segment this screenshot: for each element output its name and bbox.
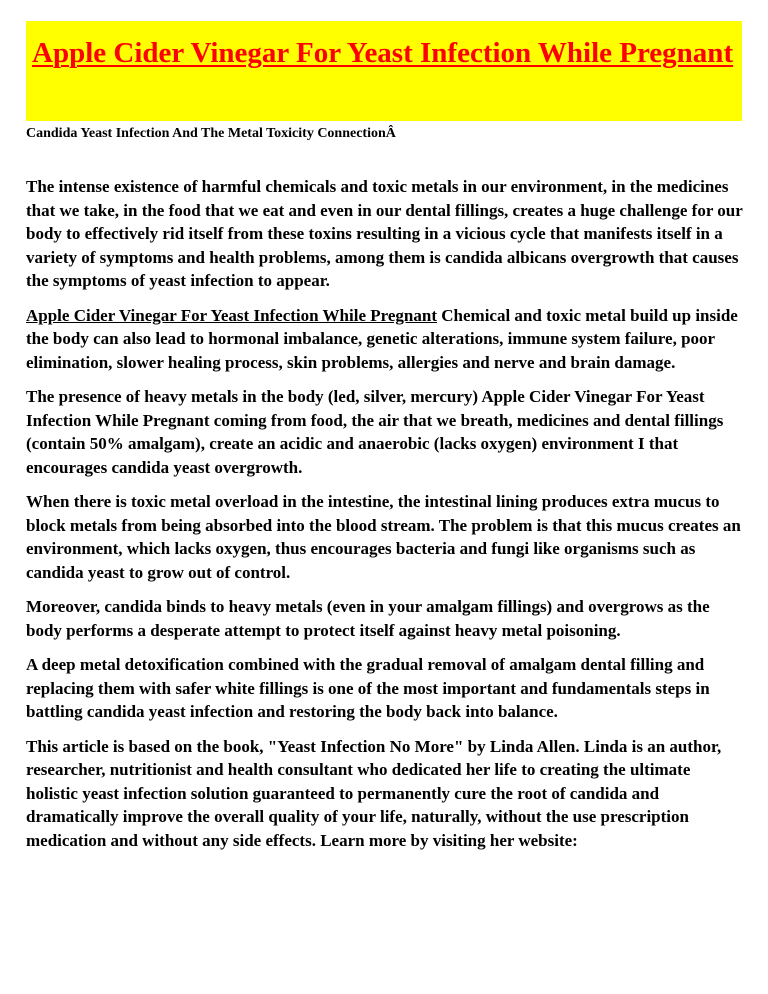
paragraph-6: A deep metal detoxification combined with the gradual removal of amalgam dental filling and replacing them with safer white fillings is one of the most important and fundamentals steps in battling candida yeast infection and restoring the body back into balance. <box>26 655 710 721</box>
document-subtitle: Candida Yeast Infection And The Metal Toxicity ConnectionÂ <box>26 126 396 141</box>
article-title-link[interactable]: Apple Cider Vinegar For Yeast Infection While Pregnant <box>26 305 437 325</box>
paragraph-1: The intense existence of harmful chemicals and toxic metals in our environment, in the medicines that we take, in the food that we eat and even in our dental fillings, creates a huge challenge for our body to effectively rid itself from these toxins resulting in a vicious cycle that manifests itself in a variety of symptoms and health problems, among them is candida albicans overgrowth that causes the symptoms of yeast infection to appear. <box>26 177 743 290</box>
paragraph-2 <box>26 304 744 375</box>
paragraph-4: When there is toxic metal overload in the intestine, the intestinal lining produces extra mucus to block metals from being absorbed into the blood stream. The problem is that this mucus creates an environment, which lacks oxygen, thus encourages bacteria and fungi like organisms such as candida yeast to grow out of control. <box>26 492 741 582</box>
title-banner <box>26 21 742 121</box>
document-title[interactable]: Apple Cider Vinegar For Yeast Infection While Pregnant <box>32 37 734 69</box>
article-body <box>26 175 744 863</box>
paragraph-2-text: Chemical and toxic metal build up inside the body can also lead to hormonal imbalance, genetic alterations, immune system failure, poor elimination, slower healing process, skin problems, allergies and nerve and brain damage. <box>26 305 738 372</box>
paragraph-3: The presence of heavy metals in the body (led, silver, mercury) Apple Cider Vinegar For Yeast Infection While Pregnant coming from food, the air that we breath, medicines and dental fillings (contain 50% amalgam), create an acidic and anaerobic (lacks oxygen) environment I that encourages candida yeast overgrowth. <box>26 387 724 477</box>
paragraph-7: This article is based on the book, "Yeast Infection No More" by Linda Allen. Linda is an author, researcher, nutritionist and health consultant who dedicated her life to creating the ultimate holistic yeast infection solution guaranteed to permanently cure the root of candida and dramatically improve the overall quality of your life, naturally, without the use prescription medication and without any side effects. Learn more by visiting her website: <box>26 736 722 850</box>
paragraph-5: Moreover, candida binds to heavy metals (even in your amalgam fillings) and overgrows as the body performs a desperate attempt to protect itself against heavy metal poisoning. <box>26 597 710 640</box>
